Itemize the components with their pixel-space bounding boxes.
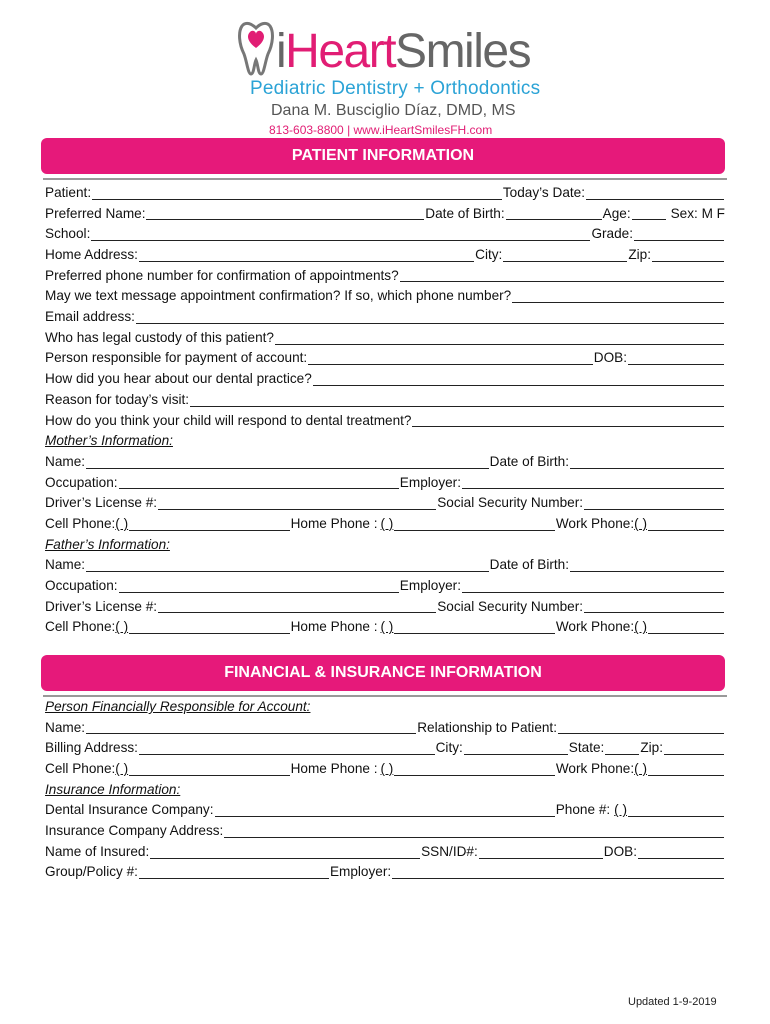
grade-field[interactable] bbox=[634, 236, 724, 241]
father-name-label: Name: bbox=[45, 557, 86, 573]
custody-label: Who has legal custody of this patient? bbox=[45, 329, 274, 345]
father-employer-label: Employer: bbox=[399, 578, 461, 594]
father-dob-label: Date of Birth: bbox=[489, 557, 569, 573]
father-cell-field[interactable] bbox=[129, 629, 289, 634]
father-license-label: Driver’s License #: bbox=[45, 598, 158, 614]
company-address-row bbox=[45, 821, 725, 842]
mother-name-row bbox=[45, 452, 725, 473]
preferred-name-row bbox=[45, 204, 725, 225]
fin-cell-field[interactable] bbox=[129, 771, 289, 776]
responsible-field[interactable] bbox=[308, 360, 593, 365]
fin-home-field[interactable] bbox=[394, 771, 554, 776]
fin-work-paren[interactable]: ( ) bbox=[634, 761, 647, 777]
group-policy-row bbox=[45, 863, 725, 884]
mother-occupation-row bbox=[45, 473, 725, 494]
father-work-paren[interactable]: ( ) bbox=[634, 619, 647, 635]
father-dob-field[interactable] bbox=[570, 567, 724, 572]
insurance-info-heading: Insurance Information: bbox=[45, 781, 181, 797]
dob-field[interactable] bbox=[506, 215, 602, 220]
respond-label: How do you think your child will respond to dental treatment? bbox=[45, 412, 412, 428]
company-address-field[interactable] bbox=[224, 833, 724, 838]
fin-name-row bbox=[45, 718, 725, 739]
name-insured-row bbox=[45, 842, 725, 863]
mothers-info-heading-row bbox=[45, 431, 725, 452]
preferred-phone-label: Preferred phone number for confirmation of appointments? bbox=[45, 267, 399, 283]
ins-phone-paren[interactable]: ( ) bbox=[614, 802, 627, 818]
text-confirm-row bbox=[45, 286, 725, 307]
patient-row bbox=[45, 183, 725, 204]
sex-label[interactable]: Sex: M F bbox=[670, 205, 725, 221]
preferred-name-field[interactable] bbox=[146, 215, 424, 220]
mother-phones-row bbox=[45, 514, 725, 535]
mother-home-field[interactable] bbox=[394, 526, 554, 531]
fin-cell-paren[interactable]: ( ) bbox=[115, 761, 129, 777]
responsible-label: Person responsible for payment of account: bbox=[45, 350, 308, 366]
fin-home-label: Home Phone : bbox=[290, 761, 378, 777]
city-label: City: bbox=[475, 247, 503, 263]
custody-row bbox=[45, 328, 725, 349]
zip-label: Zip: bbox=[628, 247, 651, 263]
insurance-info-heading-row bbox=[45, 780, 725, 801]
mother-name-label: Name: bbox=[45, 453, 86, 469]
text-confirm-field[interactable] bbox=[512, 298, 724, 303]
fin-work-field[interactable] bbox=[648, 771, 724, 776]
billing-zip-field[interactable] bbox=[664, 750, 724, 755]
school-row bbox=[45, 224, 725, 245]
company-address-label: Insurance Company Address: bbox=[45, 823, 224, 839]
logo-text: iHeartSmiles bbox=[276, 25, 531, 78]
email-field[interactable] bbox=[136, 319, 724, 324]
billing-city-label: City: bbox=[435, 740, 463, 756]
reason-label: Reason for today’s visit: bbox=[45, 391, 190, 407]
fathers-info-heading-row bbox=[45, 535, 725, 556]
school-field[interactable] bbox=[91, 236, 590, 241]
father-cell-label: Cell Phone: bbox=[45, 619, 116, 635]
father-ssn-field[interactable] bbox=[584, 608, 724, 613]
mother-ssn-field[interactable] bbox=[584, 505, 724, 510]
ssn-id-field[interactable] bbox=[479, 854, 603, 859]
father-home-field[interactable] bbox=[394, 629, 554, 634]
mother-cell-paren[interactable]: ( ) bbox=[115, 515, 129, 531]
father-work-field[interactable] bbox=[648, 629, 724, 634]
hear-about-field[interactable] bbox=[313, 381, 724, 386]
grade-label: Grade: bbox=[591, 226, 633, 242]
fin-phones-row bbox=[45, 759, 725, 780]
contact-line: 813-603-8800 | www.iHeartSmilesFH.com bbox=[269, 123, 493, 137]
mother-occupation-label: Occupation: bbox=[45, 474, 118, 490]
fathers-info-heading: Father’s Information: bbox=[45, 536, 170, 552]
father-phones-row bbox=[45, 617, 725, 638]
patient-info-banner: PATIENT INFORMATION bbox=[41, 138, 725, 174]
dob-label: Date of Birth: bbox=[425, 205, 505, 221]
father-license-field[interactable] bbox=[158, 608, 436, 613]
mother-dob-label: Date of Birth: bbox=[489, 453, 569, 469]
dental-company-label: Dental Insurance Company: bbox=[45, 802, 214, 818]
mother-home-paren[interactable]: ( ) bbox=[380, 515, 394, 531]
mother-ssn-label: Social Security Number: bbox=[437, 495, 583, 511]
practice-subtitle: Pediatric Dentistry + Orthodontics bbox=[250, 78, 541, 99]
insured-dob-label: DOB: bbox=[603, 843, 637, 859]
father-cell-paren[interactable]: ( ) bbox=[115, 619, 129, 635]
todays-date-field[interactable] bbox=[586, 195, 724, 200]
responsible-dob-field[interactable] bbox=[628, 360, 724, 365]
ins-employer-field[interactable] bbox=[392, 874, 724, 879]
financial-info-section bbox=[45, 697, 725, 883]
email-label: Email address: bbox=[45, 309, 135, 325]
mother-license-row bbox=[45, 493, 725, 514]
father-employer-field[interactable] bbox=[462, 588, 724, 593]
insured-dob-field[interactable] bbox=[638, 854, 724, 859]
respond-row bbox=[45, 411, 725, 432]
billing-address-row bbox=[45, 738, 725, 759]
billing-zip-label: Zip: bbox=[640, 740, 663, 756]
responsible-row bbox=[45, 349, 725, 370]
text-confirm-label: May we text message appointment confirmation? If so, which phone number? bbox=[45, 288, 512, 304]
mother-work-label: Work Phone: bbox=[555, 515, 635, 531]
mother-home-label: Home Phone : bbox=[290, 515, 378, 531]
mother-name-field[interactable] bbox=[86, 464, 489, 469]
reason-row bbox=[45, 390, 725, 411]
ins-phone-label: Phone #: bbox=[555, 802, 611, 818]
preferred-name-label: Preferred Name: bbox=[45, 205, 146, 221]
reason-field[interactable] bbox=[190, 402, 724, 407]
father-occupation-label: Occupation: bbox=[45, 578, 118, 594]
father-work-label: Work Phone: bbox=[555, 619, 635, 635]
billing-state-field[interactable] bbox=[605, 750, 639, 755]
hear-about-row bbox=[45, 369, 725, 390]
email-row bbox=[45, 307, 725, 328]
financial-info-banner: FINANCIAL & INSURANCE INFORMATION bbox=[41, 655, 725, 691]
mother-employer-field[interactable] bbox=[462, 484, 724, 489]
mother-license-field[interactable] bbox=[158, 505, 436, 510]
tooth-heart-icon bbox=[236, 20, 276, 78]
father-occupation-row bbox=[45, 576, 725, 597]
mother-occupation-field[interactable] bbox=[119, 484, 399, 489]
person-responsible-heading-row bbox=[45, 697, 725, 718]
group-policy-label: Group/Policy #: bbox=[45, 864, 138, 880]
fin-cell-label: Cell Phone: bbox=[45, 761, 116, 777]
ins-phone-field[interactable] bbox=[628, 812, 724, 817]
doctor-name: Dana M. Busciglio Díaz, DMD, MS bbox=[271, 102, 516, 119]
updated-date: Updated 1-9-2019 bbox=[628, 996, 717, 1008]
city-field[interactable] bbox=[503, 257, 627, 262]
group-policy-field[interactable] bbox=[139, 874, 329, 879]
dental-company-field[interactable] bbox=[215, 812, 555, 817]
home-address-field[interactable] bbox=[139, 257, 474, 262]
ins-employer-label: Employer: bbox=[329, 864, 392, 880]
todays-date-label: Today’s Date: bbox=[502, 184, 585, 200]
father-license-row bbox=[45, 597, 725, 618]
name-insured-field[interactable] bbox=[150, 854, 420, 859]
billing-state-label: State: bbox=[568, 740, 605, 756]
home-address-row bbox=[45, 245, 725, 266]
letterhead bbox=[0, 14, 770, 137]
relationship-field[interactable] bbox=[558, 729, 724, 734]
respond-field[interactable] bbox=[412, 422, 724, 427]
father-name-row bbox=[45, 555, 725, 576]
patient-label: Patient: bbox=[45, 184, 92, 200]
billing-city-field[interactable] bbox=[464, 750, 568, 755]
zip-field[interactable] bbox=[652, 257, 724, 262]
age-label: Age: bbox=[602, 205, 631, 221]
responsible-dob-label: DOB: bbox=[593, 350, 627, 366]
fin-home-paren[interactable]: ( ) bbox=[380, 761, 394, 777]
logo bbox=[236, 18, 530, 78]
hear-about-label: How did you hear about our dental practice? bbox=[45, 371, 312, 387]
patient-field[interactable] bbox=[92, 195, 502, 200]
father-occupation-field[interactable] bbox=[119, 588, 399, 593]
fin-name-field[interactable] bbox=[86, 729, 416, 734]
dental-company-row bbox=[45, 800, 725, 821]
ssn-id-label: SSN/ID#: bbox=[421, 843, 478, 859]
father-home-paren[interactable]: ( ) bbox=[380, 619, 394, 635]
age-field[interactable] bbox=[632, 215, 666, 220]
father-name-field[interactable] bbox=[86, 567, 489, 572]
relationship-label: Relationship to Patient: bbox=[417, 719, 557, 735]
fin-name-label: Name: bbox=[45, 719, 86, 735]
billing-address-label: Billing Address: bbox=[45, 740, 138, 756]
person-responsible-heading: Person Financially Responsible for Account: bbox=[45, 698, 311, 714]
father-home-label: Home Phone : bbox=[290, 619, 378, 635]
name-insured-label: Name of Insured: bbox=[45, 843, 150, 859]
fin-work-label: Work Phone: bbox=[555, 761, 635, 777]
mother-work-paren[interactable]: ( ) bbox=[634, 515, 647, 531]
billing-address-field[interactable] bbox=[139, 750, 435, 755]
mother-license-label: Driver’s License #: bbox=[45, 495, 158, 511]
mother-employer-label: Employer: bbox=[399, 474, 461, 490]
patient-info-section bbox=[45, 183, 725, 638]
home-address-label: Home Address: bbox=[45, 247, 138, 263]
preferred-phone-row bbox=[45, 266, 725, 287]
school-label: School: bbox=[45, 226, 91, 242]
mother-dob-field[interactable] bbox=[570, 464, 724, 469]
father-ssn-label: Social Security Number: bbox=[437, 598, 583, 614]
mother-work-field[interactable] bbox=[648, 526, 724, 531]
custody-field[interactable] bbox=[275, 340, 724, 345]
mother-cell-field[interactable] bbox=[129, 526, 289, 531]
mothers-info-heading: Mother’s Information: bbox=[45, 433, 173, 449]
preferred-phone-field[interactable] bbox=[400, 277, 724, 282]
mother-cell-label: Cell Phone: bbox=[45, 515, 116, 531]
